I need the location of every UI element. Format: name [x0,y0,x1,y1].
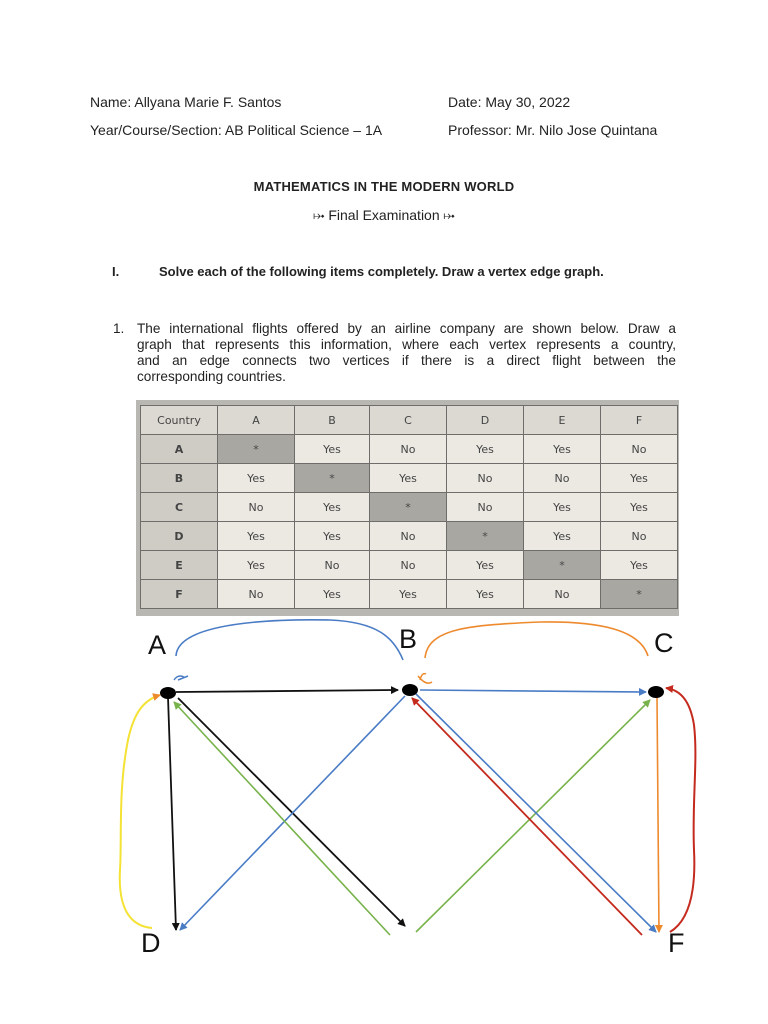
table-row [141,551,678,580]
table-cell: No [447,493,524,522]
table-row [141,435,678,464]
student-name: Name: Allyana Marie F. Santos [90,94,282,110]
table-cell: No [370,522,447,551]
problem-number: 1. [113,321,125,336]
page-title: MATHEMATICS IN THE MODERN WORLD [253,179,515,194]
table-cell: No [601,435,678,464]
table-header-row [141,406,678,435]
table-cell: Yes [370,580,447,609]
table-cell: Yes [524,493,601,522]
table-cell: Yes [295,435,370,464]
table-corner-cell: Country [141,406,218,435]
table-cell: Yes [601,493,678,522]
table-row [141,464,678,493]
flight-table-photo [136,400,679,616]
edge-b-c-curve [425,622,648,658]
instruction-numeral: I. [112,264,120,279]
table-cell: Yes [524,435,601,464]
table-row-header: B [141,464,218,493]
table-cell: No [447,464,524,493]
vertex-c [648,686,664,698]
vertex-label-b: B [399,624,418,654]
table-cell: No [370,551,447,580]
table-row-header: E [141,551,218,580]
table-column-header: F [601,406,678,435]
edge-c-f [657,697,659,932]
table-row-header: C [141,493,218,522]
vertex-b [402,684,418,696]
problem-line-3: and an edge connects two vertices if there is a direct flight between the [137,353,676,368]
table-cell: Yes [601,464,678,493]
table-cell: * [447,522,524,551]
table-row-header: A [141,435,218,464]
edge-f-b [412,698,642,935]
problem-line-2: graph that represents this information, where each vertex represents a country, [137,337,676,352]
vertex-label-f: F [668,928,685,958]
table-cell: * [601,580,678,609]
table-cell: * [524,551,601,580]
edge-a-b [176,690,398,692]
table-cell: No [601,522,678,551]
problem-line-4: corresponding countries. [137,369,286,384]
edge-d-a-curve [120,695,160,928]
table-cell: Yes [218,522,295,551]
table-column-header: D [447,406,524,435]
professor: Professor: Mr. Nilo Jose Quintana [448,122,658,138]
tick-b [418,674,432,684]
edge-a-b-curve [176,620,403,660]
table-cell: Yes [218,551,295,580]
table-column-header: C [370,406,447,435]
exam-date: Date: May 30, 2022 [448,94,571,110]
edge-e-c [416,700,650,932]
table-cell: No [218,580,295,609]
vertex-a [160,687,176,699]
table-cell: * [218,435,295,464]
table-cell: Yes [447,435,524,464]
table-cell: Yes [447,551,524,580]
table-cell: No [524,464,601,493]
table-cell: Yes [601,551,678,580]
course-section: Year/Course/Section: AB Political Science – 1A [90,122,383,138]
instruction-text: Solve each of the following items completely. Draw a vertex edge graph. [159,264,604,279]
vertex-edge-graph [0,610,768,960]
edge-e-a [174,702,390,935]
table-column-header: B [295,406,370,435]
table-cell: Yes [447,580,524,609]
page-subtitle: ⤠ Final Examination ⤠ [313,207,455,223]
table-row-header: F [141,580,218,609]
table-row [141,493,678,522]
table-cell: Yes [295,580,370,609]
table-cell: Yes [295,522,370,551]
vertex-label-c: C [654,628,674,658]
table-cell: Yes [218,464,295,493]
table-cell: * [370,493,447,522]
table-cell: Yes [295,493,370,522]
vertex-label-d: D [141,928,161,958]
edge-a-d [168,697,176,930]
table-cell: * [295,464,370,493]
tick-a [174,676,188,680]
table-row-header: D [141,522,218,551]
vertex-label-a: A [148,630,167,660]
flight-table [140,405,678,609]
problem-line-1: The international flights offered by an airline company are shown below. Draw a [137,321,676,336]
edge-b-d [180,696,405,930]
table-row [141,580,678,609]
edge-b-c [420,690,646,692]
table-cell: No [218,493,295,522]
table-cell: Yes [524,522,601,551]
table-cell: No [295,551,370,580]
table-column-header: E [524,406,601,435]
table-cell: Yes [370,464,447,493]
table-cell: No [524,580,601,609]
edge-f-c-curve [666,688,695,932]
problem-text [137,321,676,385]
table-column-header: A [218,406,295,435]
table-row [141,522,678,551]
table-cell: No [370,435,447,464]
